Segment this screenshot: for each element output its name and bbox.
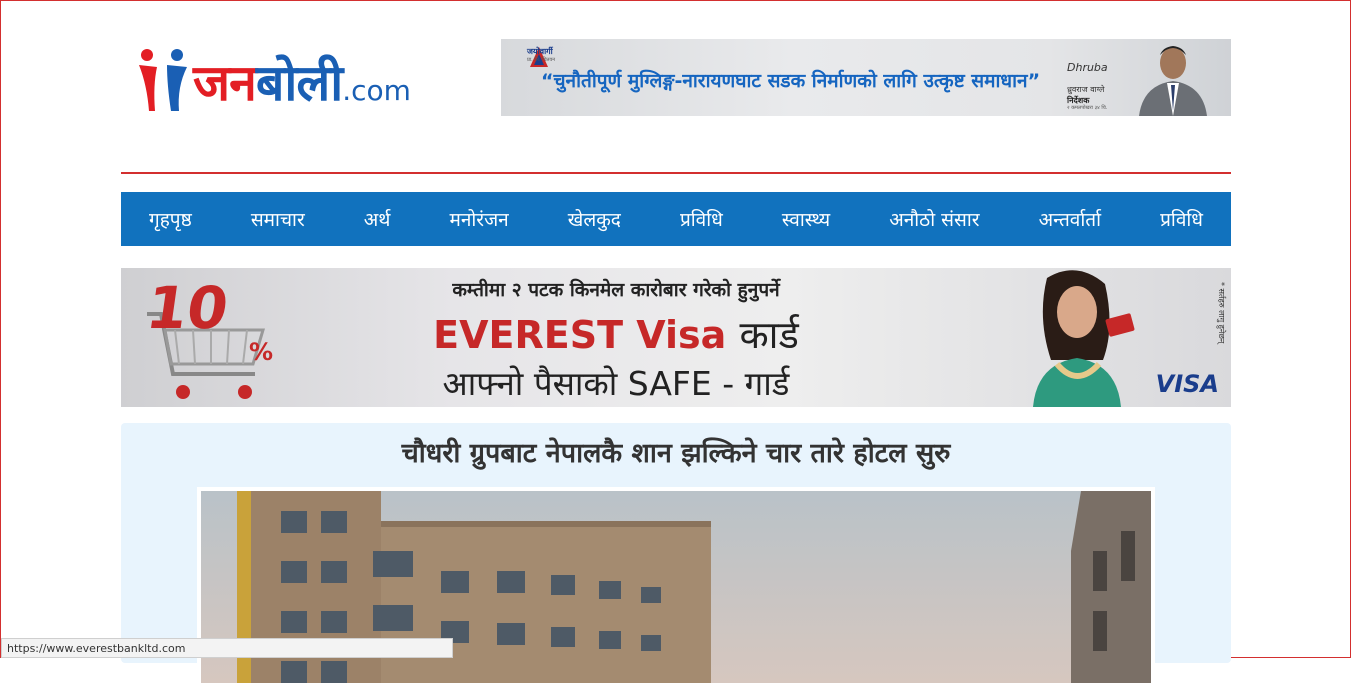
logo-suffix: .com [342, 73, 411, 107]
banner-signature: Dhruba [1067, 61, 1108, 74]
featured-article [121, 423, 1231, 663]
banner-address: २ कमलपोखरा ३४ चि. [1067, 105, 1108, 111]
nav-item-entertainment[interactable]: मनोरंजन [449, 209, 509, 231]
nav-item-technology-2[interactable]: प्रविधि [1160, 209, 1203, 231]
model-portrait-icon [1007, 268, 1147, 407]
logo-wordmark: जनबोली [193, 54, 343, 112]
banner-org-sub: प्रा. लि. चितवन [527, 57, 556, 63]
nav-item-news[interactable]: समाचार [250, 209, 305, 231]
nav-item-health[interactable]: स्वास्थ्य [781, 209, 831, 231]
ad-terms-note: * सर्तहरु लागु हुनेछन् [1217, 282, 1226, 344]
nav-item-strange-world[interactable]: अनौठो संसार [889, 209, 980, 231]
site-logo[interactable] [137, 41, 467, 121]
nav-item-sports[interactable]: खेलकुद [567, 209, 621, 231]
browser-status-url: https://www.everestbankltd.com [1, 638, 453, 658]
nav-item-economy[interactable]: अर्थ [363, 209, 391, 231]
discount-percent: 10 [142, 274, 233, 342]
main-nav [121, 192, 1231, 246]
header-divider [121, 172, 1231, 174]
top-banner-ad[interactable] [501, 39, 1231, 116]
banner-person-name: ध्रुवराज वाग्ले [1067, 85, 1105, 94]
nav-item-home[interactable]: गृहपृष्ठ [149, 209, 192, 231]
article-title[interactable]: चौधरी ग्रुपबाट नेपालकै शान झल्किने चार तारे होटल सुरु [401, 438, 951, 469]
ad-tagline: आफ्नो पैसाको SAFE - गार्ड [442, 364, 790, 403]
people-figure-icon [137, 45, 193, 117]
visa-logo: VISA [1155, 370, 1219, 398]
person-portrait-icon [1133, 41, 1213, 116]
nav-item-interview[interactable]: अन्तर्वार्ता [1038, 209, 1102, 231]
banner-quote: “चुनौतीपूर्ण मुग्लिङ्ग-नारायणघाट सडक निर्माणको लागि उत्कृष्ट समाधान” [541, 70, 1041, 92]
banner-org-name: जयोवार्गी [527, 47, 553, 56]
ad-headline: EVEREST Visa कार्ड [433, 313, 799, 357]
banner-person-role: निर्देशक [1067, 96, 1090, 105]
everest-visa-ad[interactable] [121, 268, 1231, 407]
ad-condition-text: कम्तीमा २ पटक किनमेल कारोबार गरेको हुनुपर्ने [452, 279, 780, 301]
discount-percent-sign: % [249, 338, 274, 366]
nav-item-technology[interactable]: प्रविधि [679, 209, 723, 231]
